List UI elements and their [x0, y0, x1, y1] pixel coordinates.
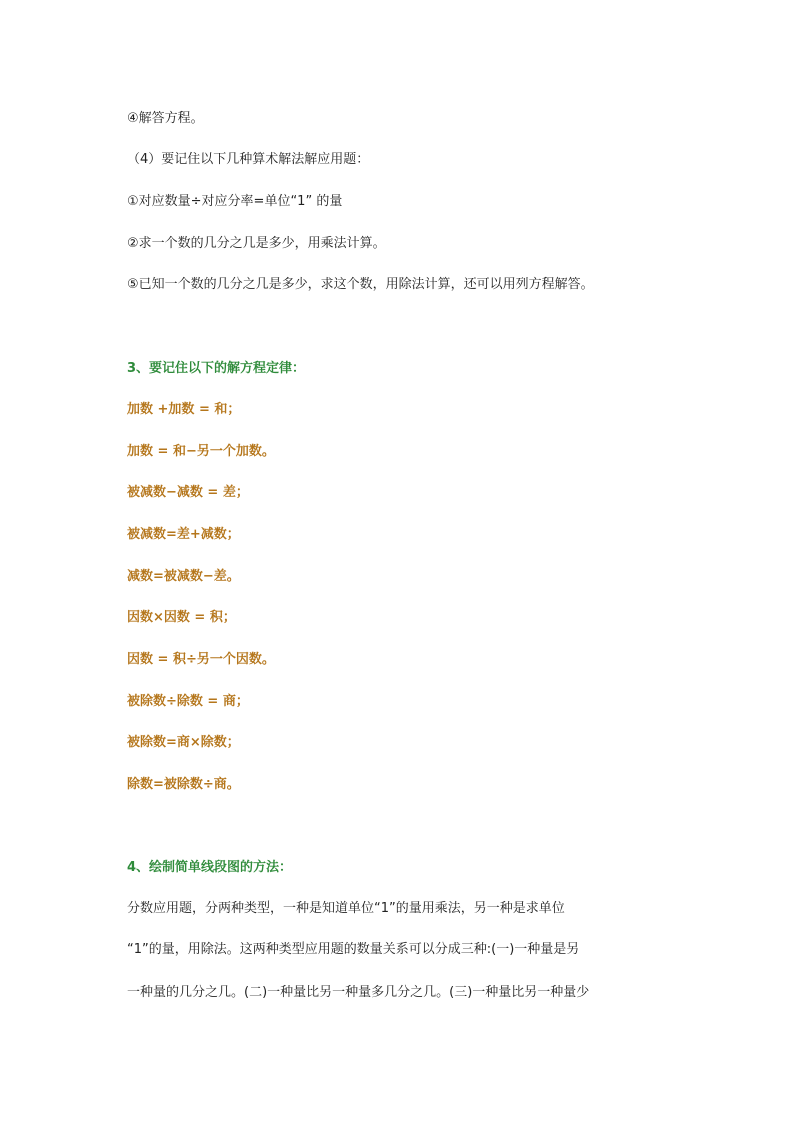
- list-item: ②求一个数的几分之几是多少，用乘法计算。: [127, 236, 386, 251]
- rule-line: 加数 = 和−另一个加数。: [127, 444, 275, 459]
- rule-line: 加数 +加数 = 和；: [127, 402, 241, 417]
- paragraph-line: “1”的量，用除法。这两种类型应用题的数量关系可以分成三种:(一)一种量是另: [127, 942, 580, 957]
- sub-heading: （4）要记住以下几种算术解法解应用题：: [127, 152, 370, 167]
- rule-line: 被减数=差+减数；: [127, 527, 240, 542]
- paragraph-line: 一种量的几分之几。(二)一种量比另一种量多几分之几。(三)一种量比另一种量少: [127, 985, 590, 1000]
- rule-line: 因数 = 积÷另一个因数。: [127, 652, 275, 667]
- list-item: ⑤已知一个数的几分之几是多少，求这个数，用除法计算，还可以用列方程解答。: [127, 277, 594, 292]
- rule-line: 被除数÷除数 = 商；: [127, 694, 249, 709]
- paragraph-line: 分数应用题，分两种类型，一种是知道单位“1”的量用乘法，另一种是求单位: [127, 901, 565, 916]
- section-4-heading: 4、绘制简单线段图的方法：: [127, 860, 293, 875]
- rule-line: 除数=被除数÷商。: [127, 777, 240, 792]
- rule-line: 减数=被减数−差。: [127, 569, 240, 584]
- section-3-heading: 3、要记住以下的解方程定律：: [127, 361, 306, 376]
- list-item: ①对应数量÷对应分率=单位“1” 的量: [127, 194, 343, 209]
- rule-line: 被减数−减数 = 差；: [127, 485, 249, 500]
- step-4-text: ④解答方程。: [127, 111, 204, 126]
- rule-line: 因数×因数 = 积；: [127, 610, 236, 625]
- rule-line: 被除数=商×除数；: [127, 735, 240, 750]
